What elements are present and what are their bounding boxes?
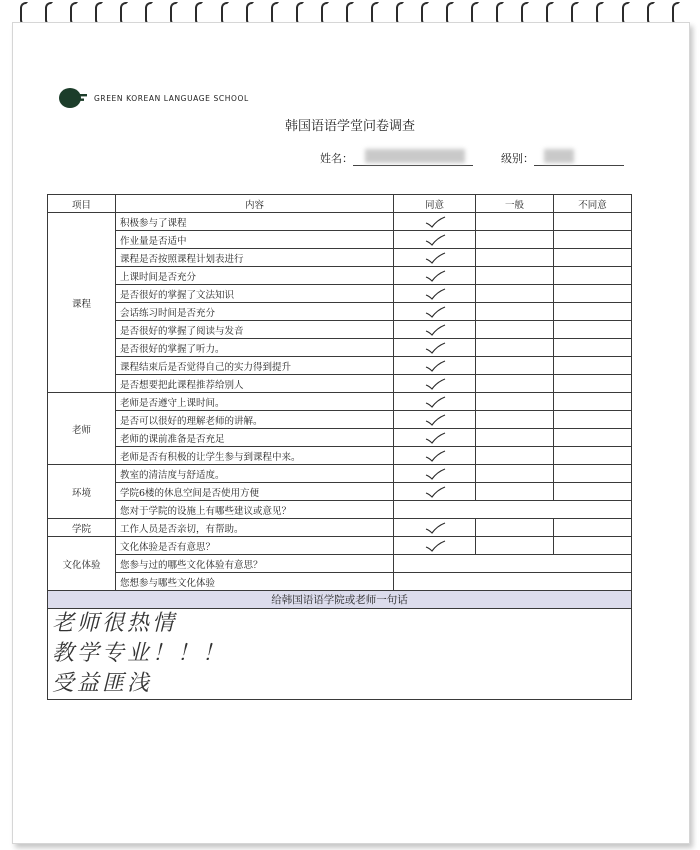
rating-cell-agree[interactable] — [394, 465, 476, 483]
question-cell: 老师的课前准备是否充足 — [116, 429, 394, 447]
table-row — [48, 357, 632, 375]
rating-cell-disagree[interactable] — [554, 447, 632, 465]
rating-cell-neutral[interactable] — [476, 339, 554, 357]
school-logo — [58, 86, 249, 110]
header-neutral: 一般 — [476, 195, 554, 213]
question-cell: 课程是否按照课程计划表进行 — [116, 249, 394, 267]
check-icon — [424, 269, 446, 283]
rating-cell-agree[interactable] — [394, 483, 476, 501]
question-cell: 是否可以很好的理解老师的讲解。 — [116, 411, 394, 429]
school-name: GREEN KOREAN LANGUAGE SCHOOL — [94, 93, 249, 103]
rating-cell-neutral[interactable] — [476, 519, 554, 537]
check-icon — [424, 485, 446, 499]
table-row — [48, 447, 632, 465]
rating-cell-agree[interactable] — [394, 519, 476, 537]
rating-cell-agree[interactable] — [394, 267, 476, 285]
check-icon — [424, 305, 446, 319]
rating-cell-disagree[interactable] — [554, 213, 632, 231]
rating-cell-disagree[interactable] — [554, 321, 632, 339]
question-cell: 是否很好的掌握了文法知识 — [116, 285, 394, 303]
answer-field[interactable] — [394, 555, 632, 573]
question-cell: 老师是否有积极的让学生参与到课程中来。 — [116, 447, 394, 465]
check-icon — [424, 413, 446, 427]
question-cell: 工作人员是否亲切，有帮助。 — [116, 519, 394, 537]
table-row — [48, 339, 632, 357]
level-label: 级别： — [501, 152, 534, 165]
category-cell: 文化体验 — [48, 537, 116, 591]
rating-cell-neutral[interactable] — [476, 393, 554, 411]
open-question-row — [48, 573, 632, 591]
check-icon — [424, 215, 446, 229]
table-row — [48, 537, 632, 555]
rating-cell-neutral[interactable] — [476, 213, 554, 231]
question-cell: 是否很好的掌握了阅读与发音 — [116, 321, 394, 339]
table-row — [48, 519, 632, 537]
survey-table — [47, 194, 632, 700]
rating-cell-disagree[interactable] — [554, 465, 632, 483]
table-row — [48, 285, 632, 303]
rating-cell-neutral[interactable] — [476, 483, 554, 501]
header-disagree: 不同意 — [554, 195, 632, 213]
question-cell: 文化体验是否有意思？ — [116, 537, 394, 555]
level-field — [534, 153, 624, 166]
header-row — [48, 195, 632, 213]
question-cell: 是否很好的掌握了听力。 — [116, 339, 394, 357]
rating-cell-neutral[interactable] — [476, 429, 554, 447]
rating-cell-agree[interactable] — [394, 303, 476, 321]
answer-field[interactable] — [394, 573, 632, 591]
table-row — [48, 303, 632, 321]
rating-cell-agree[interactable] — [394, 285, 476, 303]
check-icon — [424, 395, 446, 409]
rating-cell-neutral[interactable] — [476, 447, 554, 465]
handwritten-line: 老师很热情 — [52, 611, 178, 636]
table-row — [48, 429, 632, 447]
rating-cell-disagree[interactable] — [554, 249, 632, 267]
rating-cell-neutral[interactable] — [476, 321, 554, 339]
rating-cell-neutral[interactable] — [476, 285, 554, 303]
check-icon — [424, 233, 446, 247]
rating-cell-disagree[interactable] — [554, 429, 632, 447]
category-cell: 课程 — [48, 213, 116, 393]
check-icon — [424, 287, 446, 301]
rating-cell-neutral[interactable] — [476, 231, 554, 249]
header-agree: 同意 — [394, 195, 476, 213]
rating-cell-neutral[interactable] — [476, 267, 554, 285]
rating-cell-neutral[interactable] — [476, 303, 554, 321]
check-icon — [424, 377, 446, 391]
rating-cell-agree[interactable] — [394, 393, 476, 411]
table-row — [48, 411, 632, 429]
check-icon — [424, 449, 446, 463]
rating-cell-agree[interactable] — [394, 357, 476, 375]
rating-cell-disagree[interactable] — [554, 339, 632, 357]
category-cell: 老师 — [48, 393, 116, 465]
rating-cell-agree[interactable] — [394, 249, 476, 267]
handwritten-line: 教学专业！！！ — [52, 641, 228, 666]
header-item: 项目 — [48, 195, 116, 213]
check-icon — [424, 251, 446, 265]
logo-icon — [58, 86, 88, 110]
header-content: 内容 — [116, 195, 394, 213]
rating-cell-neutral[interactable] — [476, 537, 554, 555]
rating-cell-neutral[interactable] — [476, 249, 554, 267]
check-icon — [424, 539, 446, 553]
rating-cell-agree[interactable] — [394, 447, 476, 465]
category-cell: 环境 — [48, 465, 116, 519]
table-row — [48, 267, 632, 285]
table-row — [48, 375, 632, 393]
open-question-cell: 您想参与哪些文化体验 — [116, 573, 394, 591]
open-question-row — [48, 501, 632, 519]
student-info — [320, 150, 624, 166]
name-label: 姓名： — [320, 152, 353, 165]
table-row — [48, 231, 632, 249]
open-question-cell: 您参与过的哪些文化体验有意思？ — [116, 555, 394, 573]
rating-cell-disagree[interactable] — [554, 411, 632, 429]
table-row — [48, 393, 632, 411]
check-icon — [424, 341, 446, 355]
redacted-level — [544, 149, 574, 163]
rating-cell-agree[interactable] — [394, 411, 476, 429]
question-cell: 作业量是否适中 — [116, 231, 394, 249]
question-cell: 老师是否遵守上课时间。 — [116, 393, 394, 411]
rating-cell-agree[interactable] — [394, 213, 476, 231]
table-row — [48, 483, 632, 501]
question-cell: 课程结束后是否觉得自己的实力得到提升 — [116, 357, 394, 375]
message-heading: 给韩国语语学院或老师一句话 — [48, 591, 632, 609]
name-field — [353, 153, 473, 166]
category-cell: 学院 — [48, 519, 116, 537]
question-cell: 教室的清洁度与舒适度。 — [116, 465, 394, 483]
open-question-cell: 您对于学院的设施上有哪些建议或意见？ — [116, 501, 394, 519]
rating-cell-neutral[interactable] — [476, 375, 554, 393]
check-icon — [424, 521, 446, 535]
page-title: 韩国语语学堂问卷调查 — [284, 119, 415, 134]
rating-cell-neutral[interactable] — [476, 465, 554, 483]
handwritten-line: 受益匪浅 — [52, 671, 153, 696]
check-icon — [424, 323, 446, 337]
question-cell: 上课时间是否充分 — [116, 267, 394, 285]
rating-cell-neutral[interactable] — [476, 357, 554, 375]
question-cell: 学院6楼的休息空间是否使用方便 — [116, 483, 394, 501]
message-field[interactable] — [48, 609, 632, 700]
rating-cell-disagree[interactable] — [554, 285, 632, 303]
table-row — [48, 249, 632, 267]
message-header-row — [48, 591, 632, 609]
table-row — [48, 213, 632, 231]
rating-cell-disagree[interactable] — [554, 483, 632, 501]
redacted-name — [365, 149, 465, 163]
rating-cell-disagree[interactable] — [554, 537, 632, 555]
rating-cell-disagree[interactable] — [554, 519, 632, 537]
rating-cell-agree[interactable] — [394, 375, 476, 393]
rating-cell-neutral[interactable] — [476, 411, 554, 429]
check-icon — [424, 431, 446, 445]
table-row — [48, 321, 632, 339]
rating-cell-disagree[interactable] — [554, 231, 632, 249]
rating-cell-agree[interactable] — [394, 231, 476, 249]
question-cell: 积极参与了课程 — [116, 213, 394, 231]
rating-cell-disagree[interactable] — [554, 393, 632, 411]
rating-cell-disagree[interactable] — [554, 375, 632, 393]
message-body-row — [48, 609, 632, 700]
rating-cell-agree[interactable] — [394, 429, 476, 447]
rating-cell-disagree[interactable] — [554, 267, 632, 285]
rating-cell-disagree[interactable] — [554, 303, 632, 321]
table-row — [48, 465, 632, 483]
rating-cell-agree[interactable] — [394, 537, 476, 555]
answer-field[interactable] — [394, 501, 632, 519]
rating-cell-disagree[interactable] — [554, 357, 632, 375]
rating-cell-agree[interactable] — [394, 321, 476, 339]
question-cell: 会话练习时间是否充分 — [116, 303, 394, 321]
check-icon — [424, 359, 446, 373]
open-question-row — [48, 555, 632, 573]
check-icon — [424, 467, 446, 481]
rating-cell-agree[interactable] — [394, 339, 476, 357]
question-cell: 是否想要把此课程推荐给别人 — [116, 375, 394, 393]
